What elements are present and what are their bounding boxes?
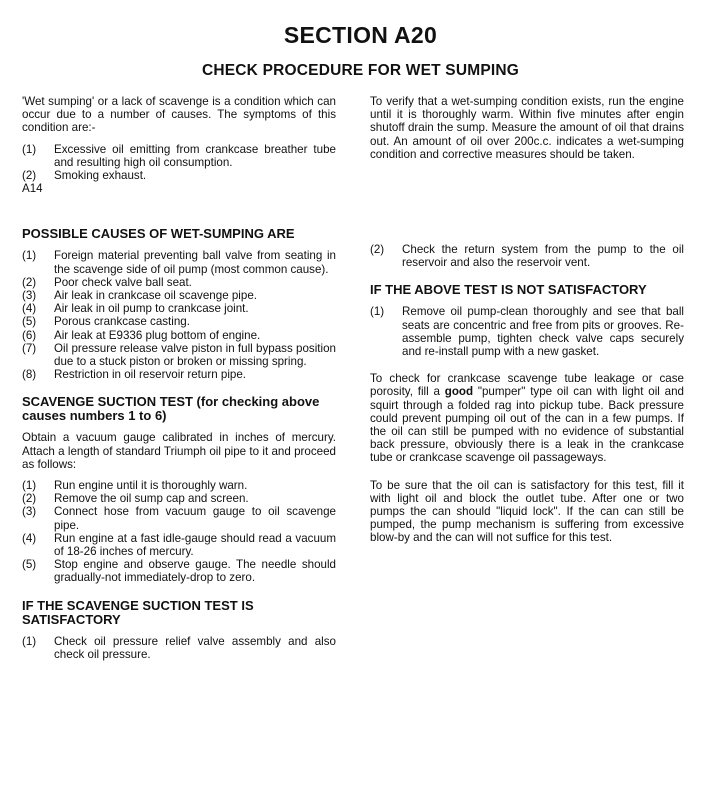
list-item — [370, 243, 684, 269]
item-text: Porous crankcase casting. — [54, 315, 190, 329]
item-number: (4) — [22, 531, 37, 545]
verify-paragraph: To verify that a wet-sumping condition exists, run the engine until it is thoroughly warm. Within five minutes after engin shutoff drain the sump. Measure the amount of oil that drains out. An amount of oil over 200c.c. indicates a wet-sumping condition and corrective measures should be taken. — [370, 95, 684, 161]
item-text: Restriction in oil reservoir return pipe. — [54, 368, 247, 382]
item-text: Remove oil pump-clean thoroughly and see that ball seats are concentric and free from pits or grooves. Re-assemble pump, tighten check valve caps securely and re-install pump with a new gasket. — [402, 305, 684, 359]
list-item — [22, 532, 336, 558]
leakage-text-before: To check for crankcase scavenge tube leakage or case porosity, fill a — [370, 372, 684, 399]
item-number: (7) — [22, 341, 37, 355]
item-text: Air leak in crankcase oil scavenge pipe. — [54, 289, 257, 303]
list-item — [22, 143, 336, 169]
item-text: Check the return system from the pump to the oil reservoir and also the reservoir vent. — [402, 243, 684, 270]
satisfactory-heading: IF THE SCAVENGE SUCTION TEST IS SATISFACTORY — [22, 597, 254, 627]
item-text: Air leak at E9336 plug bottom of engine. — [54, 328, 261, 342]
list-item — [22, 492, 336, 505]
item-number: (4) — [22, 302, 37, 316]
item-number: (1) — [22, 142, 37, 156]
leakage-text-after: "pumper" type oil can with light oil and squirt through a folded rag into pickup tube. Back pressure could prevent pumping oil out of the can in a few pumps. If the oil can still be pumped with no evidence of substantial back pressure, obviously there is a leak in the crankcase tube or crankcase scavenge oil passageways. — [370, 385, 684, 465]
item-number: (8) — [22, 368, 37, 382]
possible-causes-heading: POSSIBLE CAUSES OF WET-SUMPING ARE — [22, 226, 295, 242]
item-number: (1) — [22, 479, 37, 493]
item-number: (2) — [22, 275, 37, 289]
reference-code: A14 — [22, 182, 43, 196]
list-item — [22, 276, 336, 289]
item-number: (2) — [22, 492, 37, 506]
item-text: Run engine until it is thoroughly warn. — [54, 479, 248, 493]
item-number: (1) — [22, 634, 37, 648]
list-item — [22, 342, 336, 368]
scavenge-test-paragraph: Obtain a vacuum gauge calibrated in inches of mercury. Attach a length of standard Triumph oil pipe to it and proceed as follows: — [22, 431, 336, 471]
leakage-bold-word: good — [444, 385, 474, 399]
list-item — [22, 635, 336, 661]
item-text: Stop engine and observe gauge. The needle should gradually-not immediately-drop to zero. — [54, 558, 336, 585]
not-satisfactory-list — [370, 305, 684, 358]
right-column — [370, 95, 684, 545]
item-number: (6) — [22, 328, 37, 342]
leakage-paragraph — [370, 372, 684, 464]
symptoms-list — [22, 143, 336, 183]
list-item — [22, 505, 336, 531]
satisfactory-list-left — [22, 635, 336, 661]
item-text: Poor check valve ball seat. — [54, 275, 192, 289]
intro-paragraph: 'Wet sumping' or a lack of scavenge is a condition which can occur due to a number of causes. The symptoms of this condition are:- — [22, 95, 336, 135]
item-number: (2) — [22, 169, 37, 183]
item-text: Excessive oil emitting from crankcase breather tube and resulting high oil consumption. — [54, 142, 336, 169]
item-text: Remove the oil sump cap and screen. — [54, 492, 249, 506]
item-number: (5) — [22, 558, 37, 572]
item-number: (2) — [370, 243, 385, 257]
item-text: Check oil pressure relief valve assembly and also check oil pressure. — [54, 634, 336, 661]
list-item — [370, 305, 684, 358]
item-text: Run engine at a fast idle-gauge should read a vacuum of 18-26 inches of mercury. — [54, 531, 336, 559]
satisfactory-list-right — [370, 243, 684, 269]
list-item — [22, 329, 336, 342]
list-item — [22, 249, 336, 275]
causes-list — [22, 249, 336, 381]
item-number: (5) — [22, 315, 37, 329]
oil-can-paragraph: To be sure that the oil can is satisfactory for this test, fill it with light oil and block the outlet tube. After one or two pumps the can should "liquid lock". If the can can still be pumped, the pump mechanism is suffering from excessive blow-by and the can will not suffice for this test. — [370, 478, 684, 545]
list-item — [22, 368, 336, 381]
list-item — [22, 479, 336, 492]
list-item — [22, 289, 336, 302]
page-heading: CHECK PROCEDURE FOR WET SUMPING — [201, 62, 520, 79]
list-item — [22, 558, 336, 584]
not-satisfactory-heading: IF THE ABOVE TEST IS NOT SATISFACTORY — [370, 282, 647, 298]
item-number: (3) — [22, 505, 37, 519]
list-item — [22, 302, 336, 315]
item-text: Connect hose from vacuum gauge to oil scavenge pipe. — [54, 505, 336, 532]
scavenge-test-heading: SCAVENGE SUCTION TEST (for checking above causes numbers 1 to 6) — [22, 394, 320, 424]
item-text: Smoking exhaust. — [54, 169, 147, 183]
item-number: (1) — [22, 249, 37, 263]
list-item — [22, 169, 336, 182]
section-title: SECTION A20 — [283, 22, 438, 48]
item-number: (1) — [370, 305, 385, 319]
item-number: (3) — [22, 289, 37, 303]
list-item — [22, 315, 336, 328]
left-column — [22, 95, 336, 661]
item-text: Oil pressure release valve piston in full bypass position due to a stuck piston or broken or missing spring. — [54, 341, 336, 369]
item-text: Air leak in oil pump to crankcase joint. — [54, 302, 249, 316]
scavenge-steps-list — [22, 479, 336, 585]
item-text: Foreign material preventing ball valve from seating in the scavenge side of oil pump (most common cause). — [54, 249, 336, 276]
